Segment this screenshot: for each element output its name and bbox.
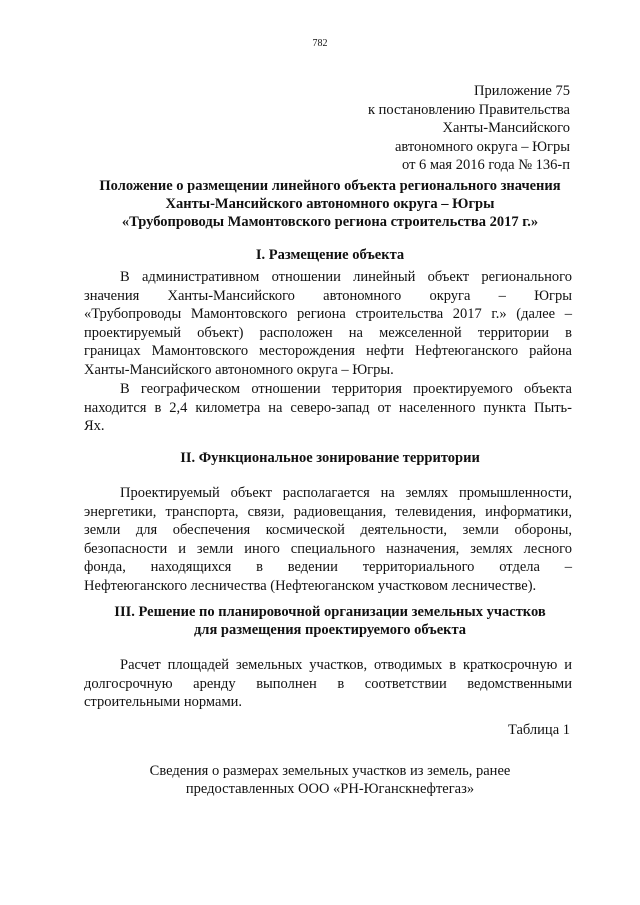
table-caption (80, 762, 580, 798)
section-1-paragraph-2 (84, 380, 572, 436)
text-line: Ях. (84, 418, 105, 435)
appendix-line: к постановлению Правительства (368, 101, 570, 118)
text-line: земли для обеспечения космической деятельности, земли обороны, (84, 522, 572, 539)
text-line: Расчет площадей земельных участков, отводимых в краткосрочную и (120, 657, 572, 673)
text-line: границах Мамонтовского месторождения нефти Нефтеюганского района (84, 343, 572, 360)
appendix-line: от 6 мая 2016 года № 136-п (402, 157, 570, 173)
section-3-paragraph-1 (84, 656, 572, 712)
section-3-heading (80, 603, 580, 639)
title-line: Ханты-Мансийского автономного округа – Югры (165, 196, 495, 212)
section-1-paragraph-1 (84, 268, 572, 380)
text-line: В географическом отношении территория проектируемого объекта (120, 381, 572, 397)
text-line: «Трубопроводы Мамонтовского региона строительства 2017 г.» (далее – (84, 306, 572, 323)
appendix-reference (368, 82, 570, 175)
section-3-heading-line: III. Решение по планировочной организации земельных участков (114, 604, 546, 620)
section-1-heading-text: I. Размещение объекта (255, 247, 405, 263)
text-line: В административном отношении линейный объект регионального (120, 269, 572, 285)
page-number: 782 (312, 38, 328, 49)
text-line: Ханты-Мансийского автономного округа – Югры. (84, 361, 394, 378)
text-line: Нефтеюганского лесничества (Нефтеюганском участковом лесничестве). (84, 577, 537, 594)
text-line: энергетики, транспорта, связи, радиовещания, телевидения, информатики, (84, 503, 572, 520)
text-line: долгосрочную аренду выполнен в соответствии ведомственными (84, 675, 572, 692)
text-line: безопасности и земли иного специального назначения, землях лесного (84, 540, 572, 557)
document-title (80, 177, 580, 231)
text-line: значения Ханты-Мансийского автономного округа – Югры (84, 287, 572, 304)
table-caption-line: предоставленных ООО «РН-Юганскнефтегаз» (185, 781, 475, 797)
text-line: фонда, находящихся в ведении территориального отдела – (84, 559, 572, 576)
title-line: Положение о размещении линейного объекта регионального значения (99, 178, 561, 194)
text-line: строительными нормами. (84, 694, 243, 711)
section-2-paragraph-1 (84, 484, 572, 596)
table-label: Таблица 1 (507, 722, 570, 738)
section-2-heading (80, 449, 580, 467)
appendix-line: Ханты-Мансийского (442, 120, 570, 136)
section-2-heading-text: II. Функциональное зонирование территории (180, 450, 480, 466)
appendix-line: автономного округа – Югры (394, 138, 570, 155)
table-caption-line: Сведения о размерах земельных участков из земель, ранее (149, 763, 511, 779)
appendix-line: Приложение 75 (474, 83, 570, 99)
title-line: «Трубопроводы Мамонтовского региона строительства 2017 г.» (121, 214, 539, 230)
text-line: Проектируемый объект располагается на землях промышленности, (120, 485, 572, 501)
section-3-heading-line: для размещения проектируемого объекта (193, 622, 467, 638)
text-line: находится в 2,4 километра на северо-запад от населенного пункта Пыть- (84, 399, 572, 416)
text-line: проектируемый объект) расположен на межселенной территории в (84, 324, 572, 341)
section-1-heading (80, 246, 580, 264)
